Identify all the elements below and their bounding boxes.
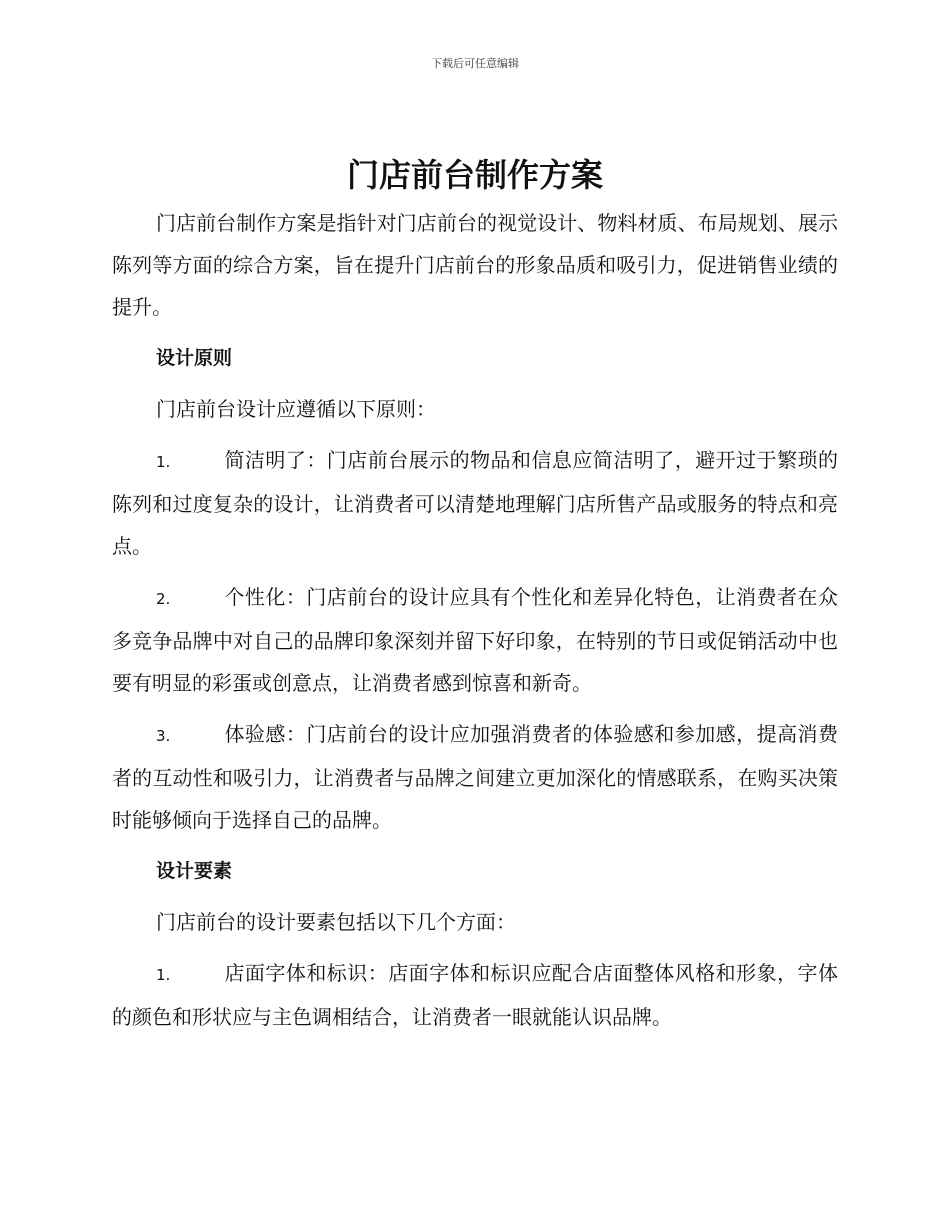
list-text: 店面字体和标识：店面字体和标识应配合店面整体风格和形象，字体的颜色和形状应与主色调相结合，让消费者一眼就能认识品牌。 (112, 961, 838, 1029)
list-item (112, 713, 838, 841)
intro-paragraph: 门店前台制作方案是指针对门店前台的视觉设计、物料材质、布局规划、展示陈列等方面的综合方案，旨在提升门店前台的形象品质和吸引力，促进销售业绩的提升。 (112, 211, 838, 319)
list-number: 1. (156, 966, 171, 984)
list-number: 2. (156, 590, 171, 608)
section-lead: 门店前台的设计要素包括以下几个方面： (156, 910, 516, 934)
section-heading-design-elements: 设计要素 (156, 860, 233, 882)
list-number: 1. (156, 453, 171, 471)
list-text: 体验感：门店前台的设计应加强消费者的体验感和参加感，提高消费者的互动性和吸引力，让消费者与品牌之间建立更加深化的情感联系，在购买决策时能够倾向于选择自己的品牌。 (112, 722, 838, 832)
document-body (112, 202, 838, 1047)
list-item (112, 439, 838, 567)
list-item (112, 952, 838, 1038)
list-number: 3. (156, 727, 171, 745)
list-text: 个性化：门店前台的设计应具有个性化和差异化特色，让消费者在众多竞争品牌中对自己的品牌印象深刻并留下好印象，在特别的节日或促销活动中也要有明显的彩蛋或创意点，让消费者感到惊喜和新奇。 (112, 585, 838, 695)
section-lead: 门店前台设计应遵循以下原则： (156, 397, 436, 421)
list-text: 简洁明了：门店前台展示的物品和信息应简洁明了，避开过于繁琐的陈列和过度复杂的设计，让消费者可以清楚地理解门店所售产品或服务的特点和亮点。 (112, 448, 838, 558)
section-heading-design-principles: 设计原则 (156, 347, 233, 369)
header-note: 下载后可任意编辑 (431, 57, 519, 70)
list-item (112, 576, 838, 704)
document-title: 门店前台制作方案 (346, 156, 603, 194)
